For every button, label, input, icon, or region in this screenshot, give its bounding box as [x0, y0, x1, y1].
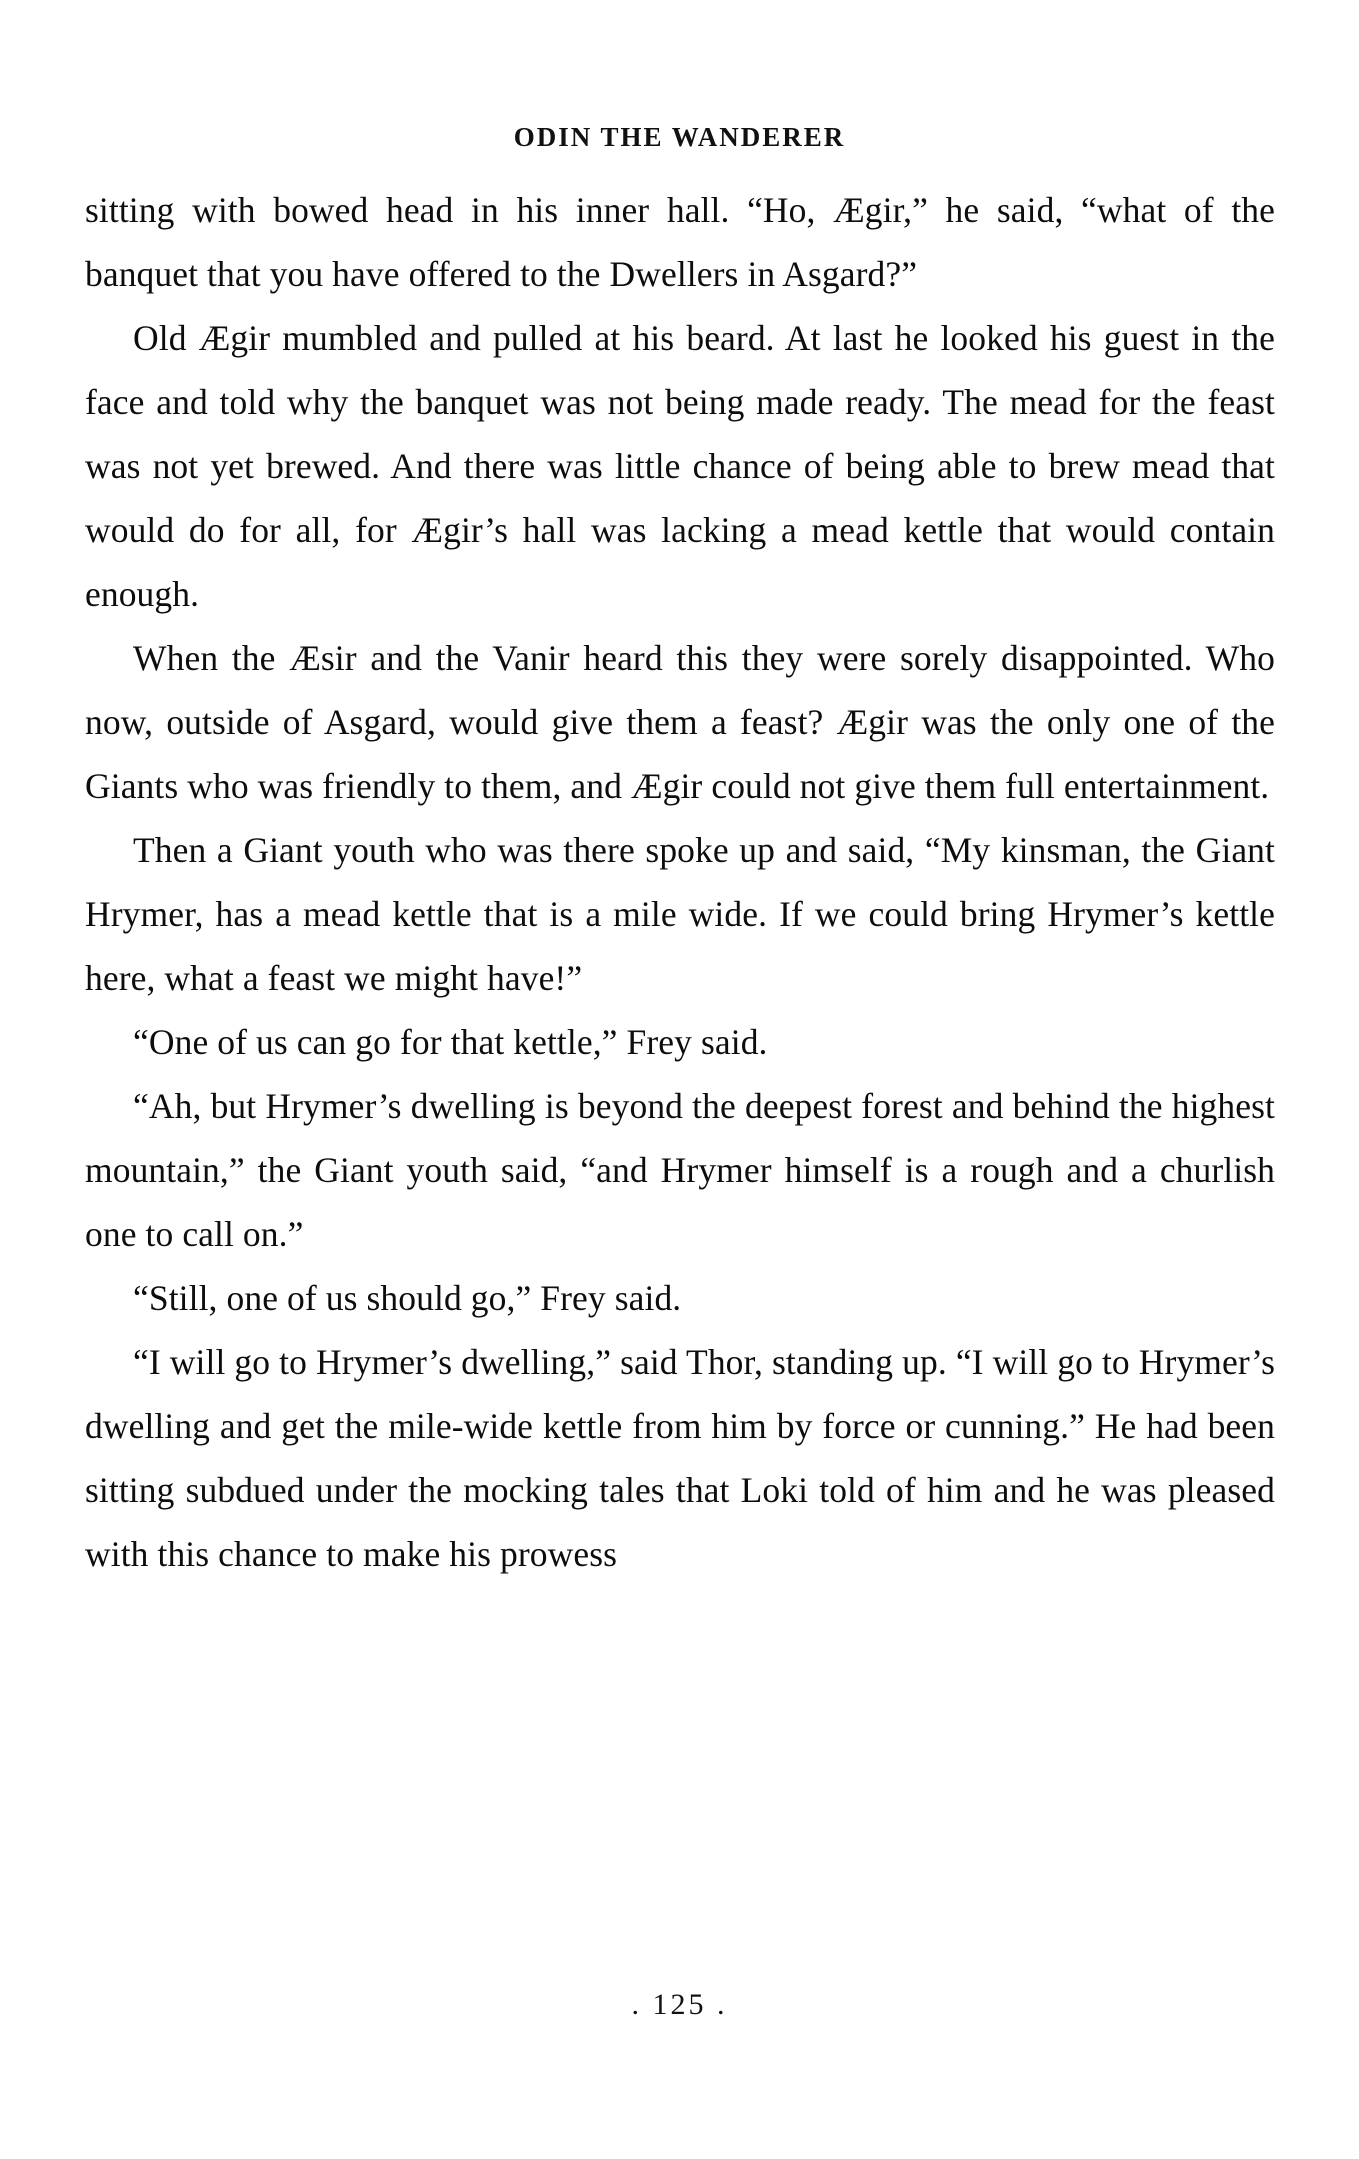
- paragraph: “Still, one of us should go,” Frey said.: [133, 1278, 682, 1318]
- paragraph: When the Æsir and the Vanir heard this they were sorely disappointed. Who now, outside of Asgard, would give them a feast? Ægir was the only one of the Giants who was friendly to them, and Ægir could not give them full entertainment.: [85, 638, 1275, 806]
- paragraph: Old Ægir mumbled and pulled at his beard. At last he looked his guest in the face and told why the banquet was not being made ready. The mead for the feast was not yet brewed. And there was little chance of being able to brew mead that would do for all, for Ægir’s hall was lacking a mead kettle that would contain enough.: [85, 318, 1275, 614]
- paragraph: “I will go to Hrymer’s dwelling,” said Thor, standing up. “I will go to Hrymer’s dwelling and get the mile-wide kettle from him by force or cunning.” He had been sitting subdued under the mocking tales that Loki told of him and he was pleased with this chance to make his prowess: [85, 1342, 1275, 1574]
- paragraph: Then a Giant youth who was there spoke up and said, “My kinsman, the Giant Hrymer, has a mead kettle that is a mile wide. If we could bring Hrymer’s kettle here, what a feast we might have!”: [85, 830, 1275, 998]
- paragraph: “Ah, but Hrymer’s dwelling is beyond the deepest forest and behind the highest mountain,” the Giant youth said, “and Hrymer himself is a rough and a churlish one to call on.”: [85, 1086, 1275, 1254]
- running-head: ODIN THE WANDERER: [513, 122, 846, 152]
- paragraph: “One of us can go for that kettle,” Frey said.: [133, 1022, 768, 1062]
- paragraph: sitting with bowed head in his inner hall. “Ho, Ægir,” he said, “what of the banquet that you have offered to the Dwellers in Asgard?”: [85, 190, 1275, 294]
- body-text: [85, 178, 1275, 1586]
- page-number: . 125 .: [631, 1988, 728, 2021]
